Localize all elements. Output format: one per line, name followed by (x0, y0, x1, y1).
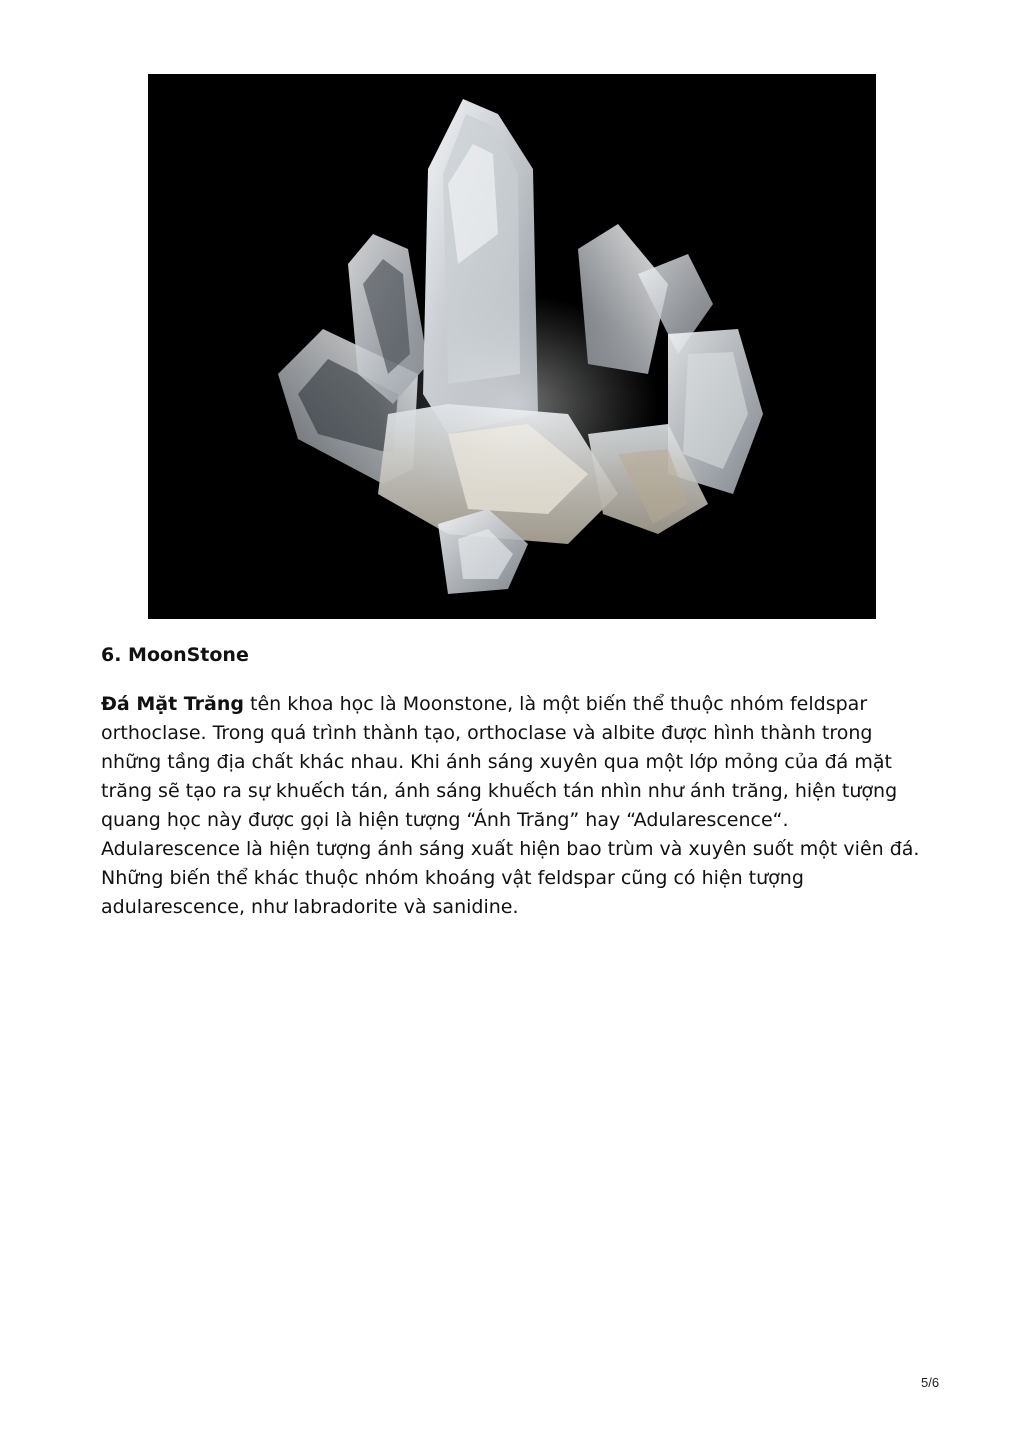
paragraph-body: tên khoa học là Moonstone, là một biến thể thuộc nhóm feldspar orthoclase. Trong quá trình thành tạo, orthoclase và albite được hình thành trong những tầng địa chất khác nhau. Khi ánh sáng xuyên qua một lớp mỏng của đá mặt trăng sẽ tạo ra sự khuếch tán, ánh sáng khuếch tán nhìn như ánh trăng, hiện tượng quang học này được gọi là hiện tượng “Ánh Trăng” hay “Adularescence“. Adularescence là hiện tượng ánh sáng xuất hiện bao trùm và xuyên suốt một viên đá. Những biến thể khác thuộc nhóm khoáng vật feldspar cũng có hiện tượng adularescence, như labradorite và sanidine. (101, 693, 920, 918)
paragraph-lead-bold: Đá Mặt Trăng (101, 693, 244, 715)
section-heading: 6. MoonStone (101, 644, 249, 666)
page-number: 5/6 (921, 1375, 940, 1390)
crystal-photo (148, 74, 876, 619)
section-paragraph (101, 690, 931, 922)
quartz-crystal-illustration (148, 74, 876, 619)
